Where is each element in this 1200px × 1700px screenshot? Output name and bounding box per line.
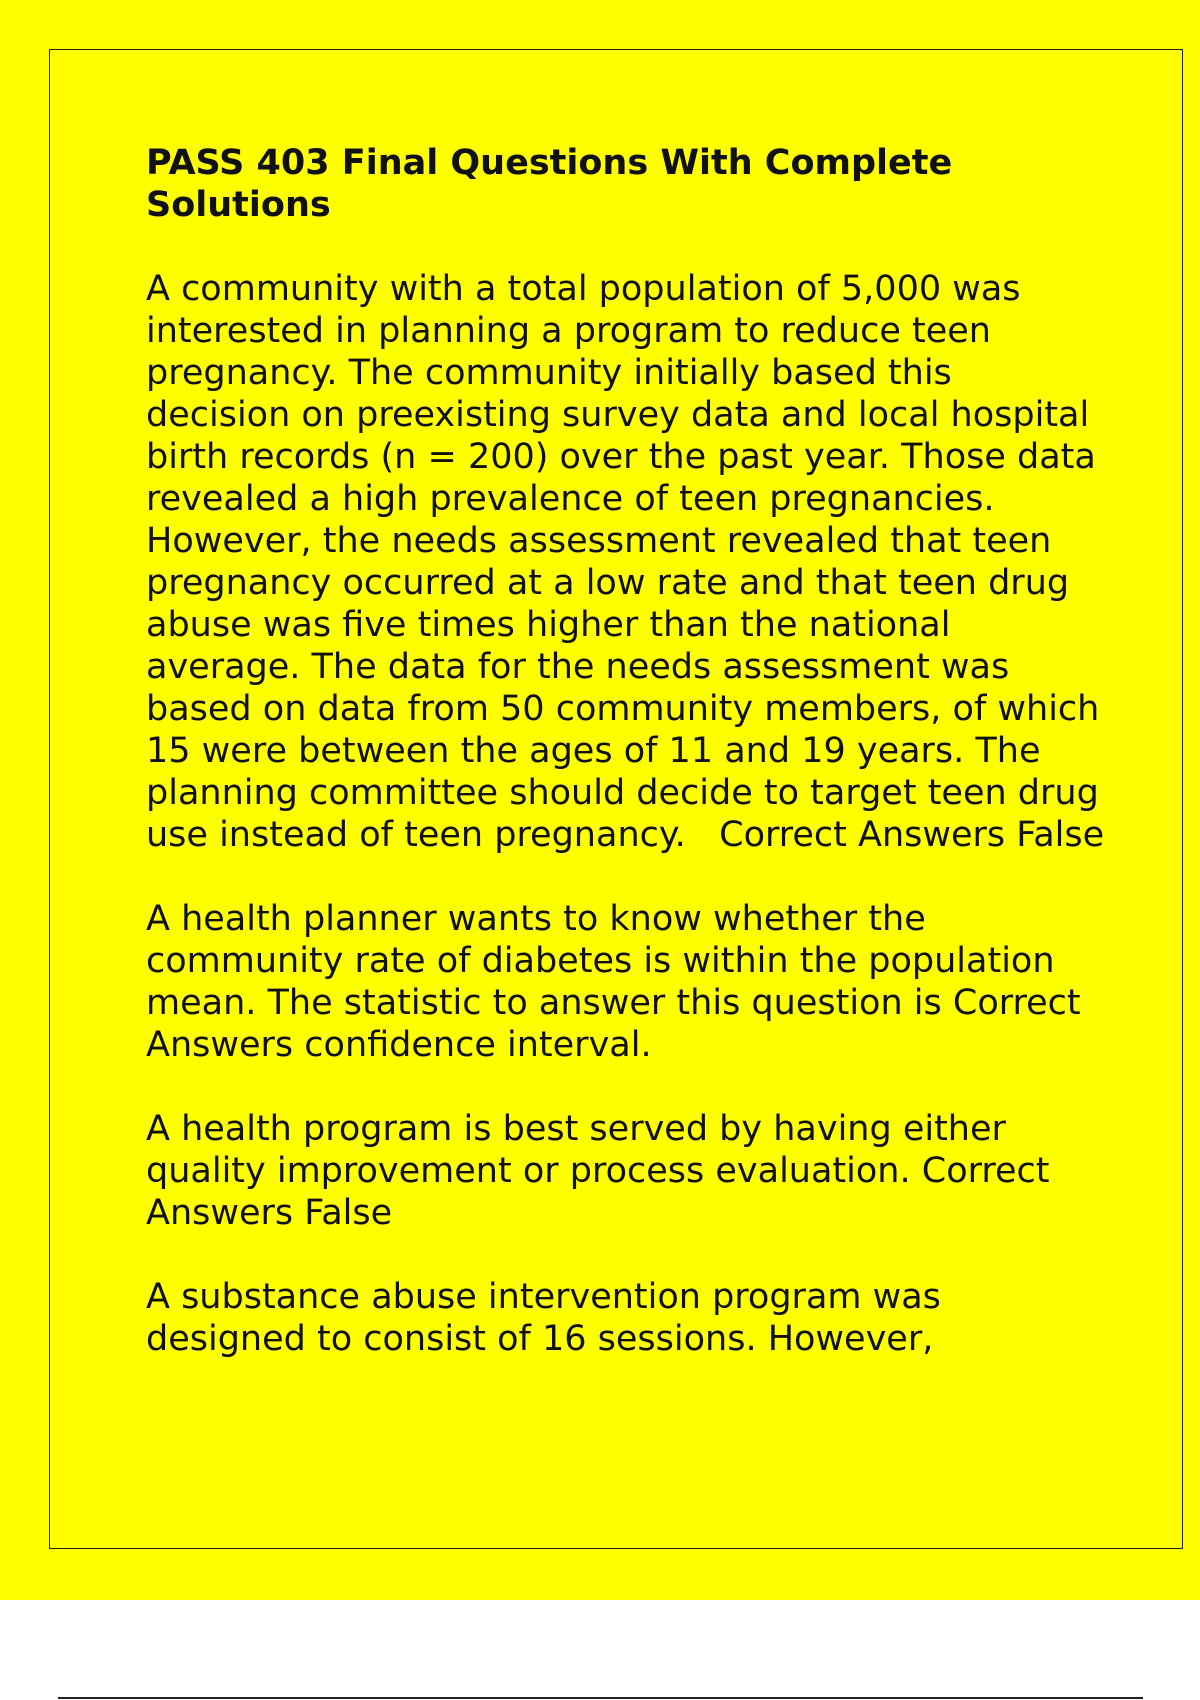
page-divider bbox=[58, 1697, 1143, 1699]
question-text: A substance abuse intervention program was designed to consist of 16 sessions. However, bbox=[146, 1277, 941, 1359]
question-text: A health program is best served by having either quality improvement or process evaluation. bbox=[146, 1109, 1006, 1191]
answer-text: confidence interval. bbox=[304, 1025, 652, 1065]
correct-answers-label: Correct Answers bbox=[146, 983, 1081, 1065]
question-text: A health planner wants to know whether the community rate of diabetes is within the population mean. The statistic to answer this question is bbox=[146, 899, 1055, 1023]
question-text: A community with a total population of 5,000 was interested in planning a program to reduce teen pregnancy. The community initially based this decision on preexisting survey data and local hospital birth records (n = 200) over the past year. Those data revealed a high prevalence of teen pregnancies. However, the needs assessment revealed that teen pregnancy occurred at a low rate and that teen drug abuse was five times higher than the national average. The data for the needs assessment was based on data from 50 community members, of which 15 were between the ages of 11 and 19 years. The planning committee should decide to target teen drug use instead of teen pregnancy. bbox=[146, 269, 1100, 855]
qa-item-3 bbox=[146, 1108, 1106, 1234]
answer-text: False bbox=[1016, 815, 1105, 855]
answer-label bbox=[697, 815, 719, 855]
qa-item-2 bbox=[146, 898, 1106, 1066]
qa-item-4 bbox=[146, 1276, 1106, 1360]
document-title: PASS 403 Final Questions With Complete Solutions bbox=[146, 143, 953, 225]
correct-answers-label: Correct Answers bbox=[719, 815, 1006, 855]
correct-answers-label: Correct Answers bbox=[146, 1151, 1050, 1233]
document-content bbox=[146, 142, 1106, 1402]
qa-item-1 bbox=[146, 268, 1106, 856]
answer-text: False bbox=[304, 1193, 393, 1233]
